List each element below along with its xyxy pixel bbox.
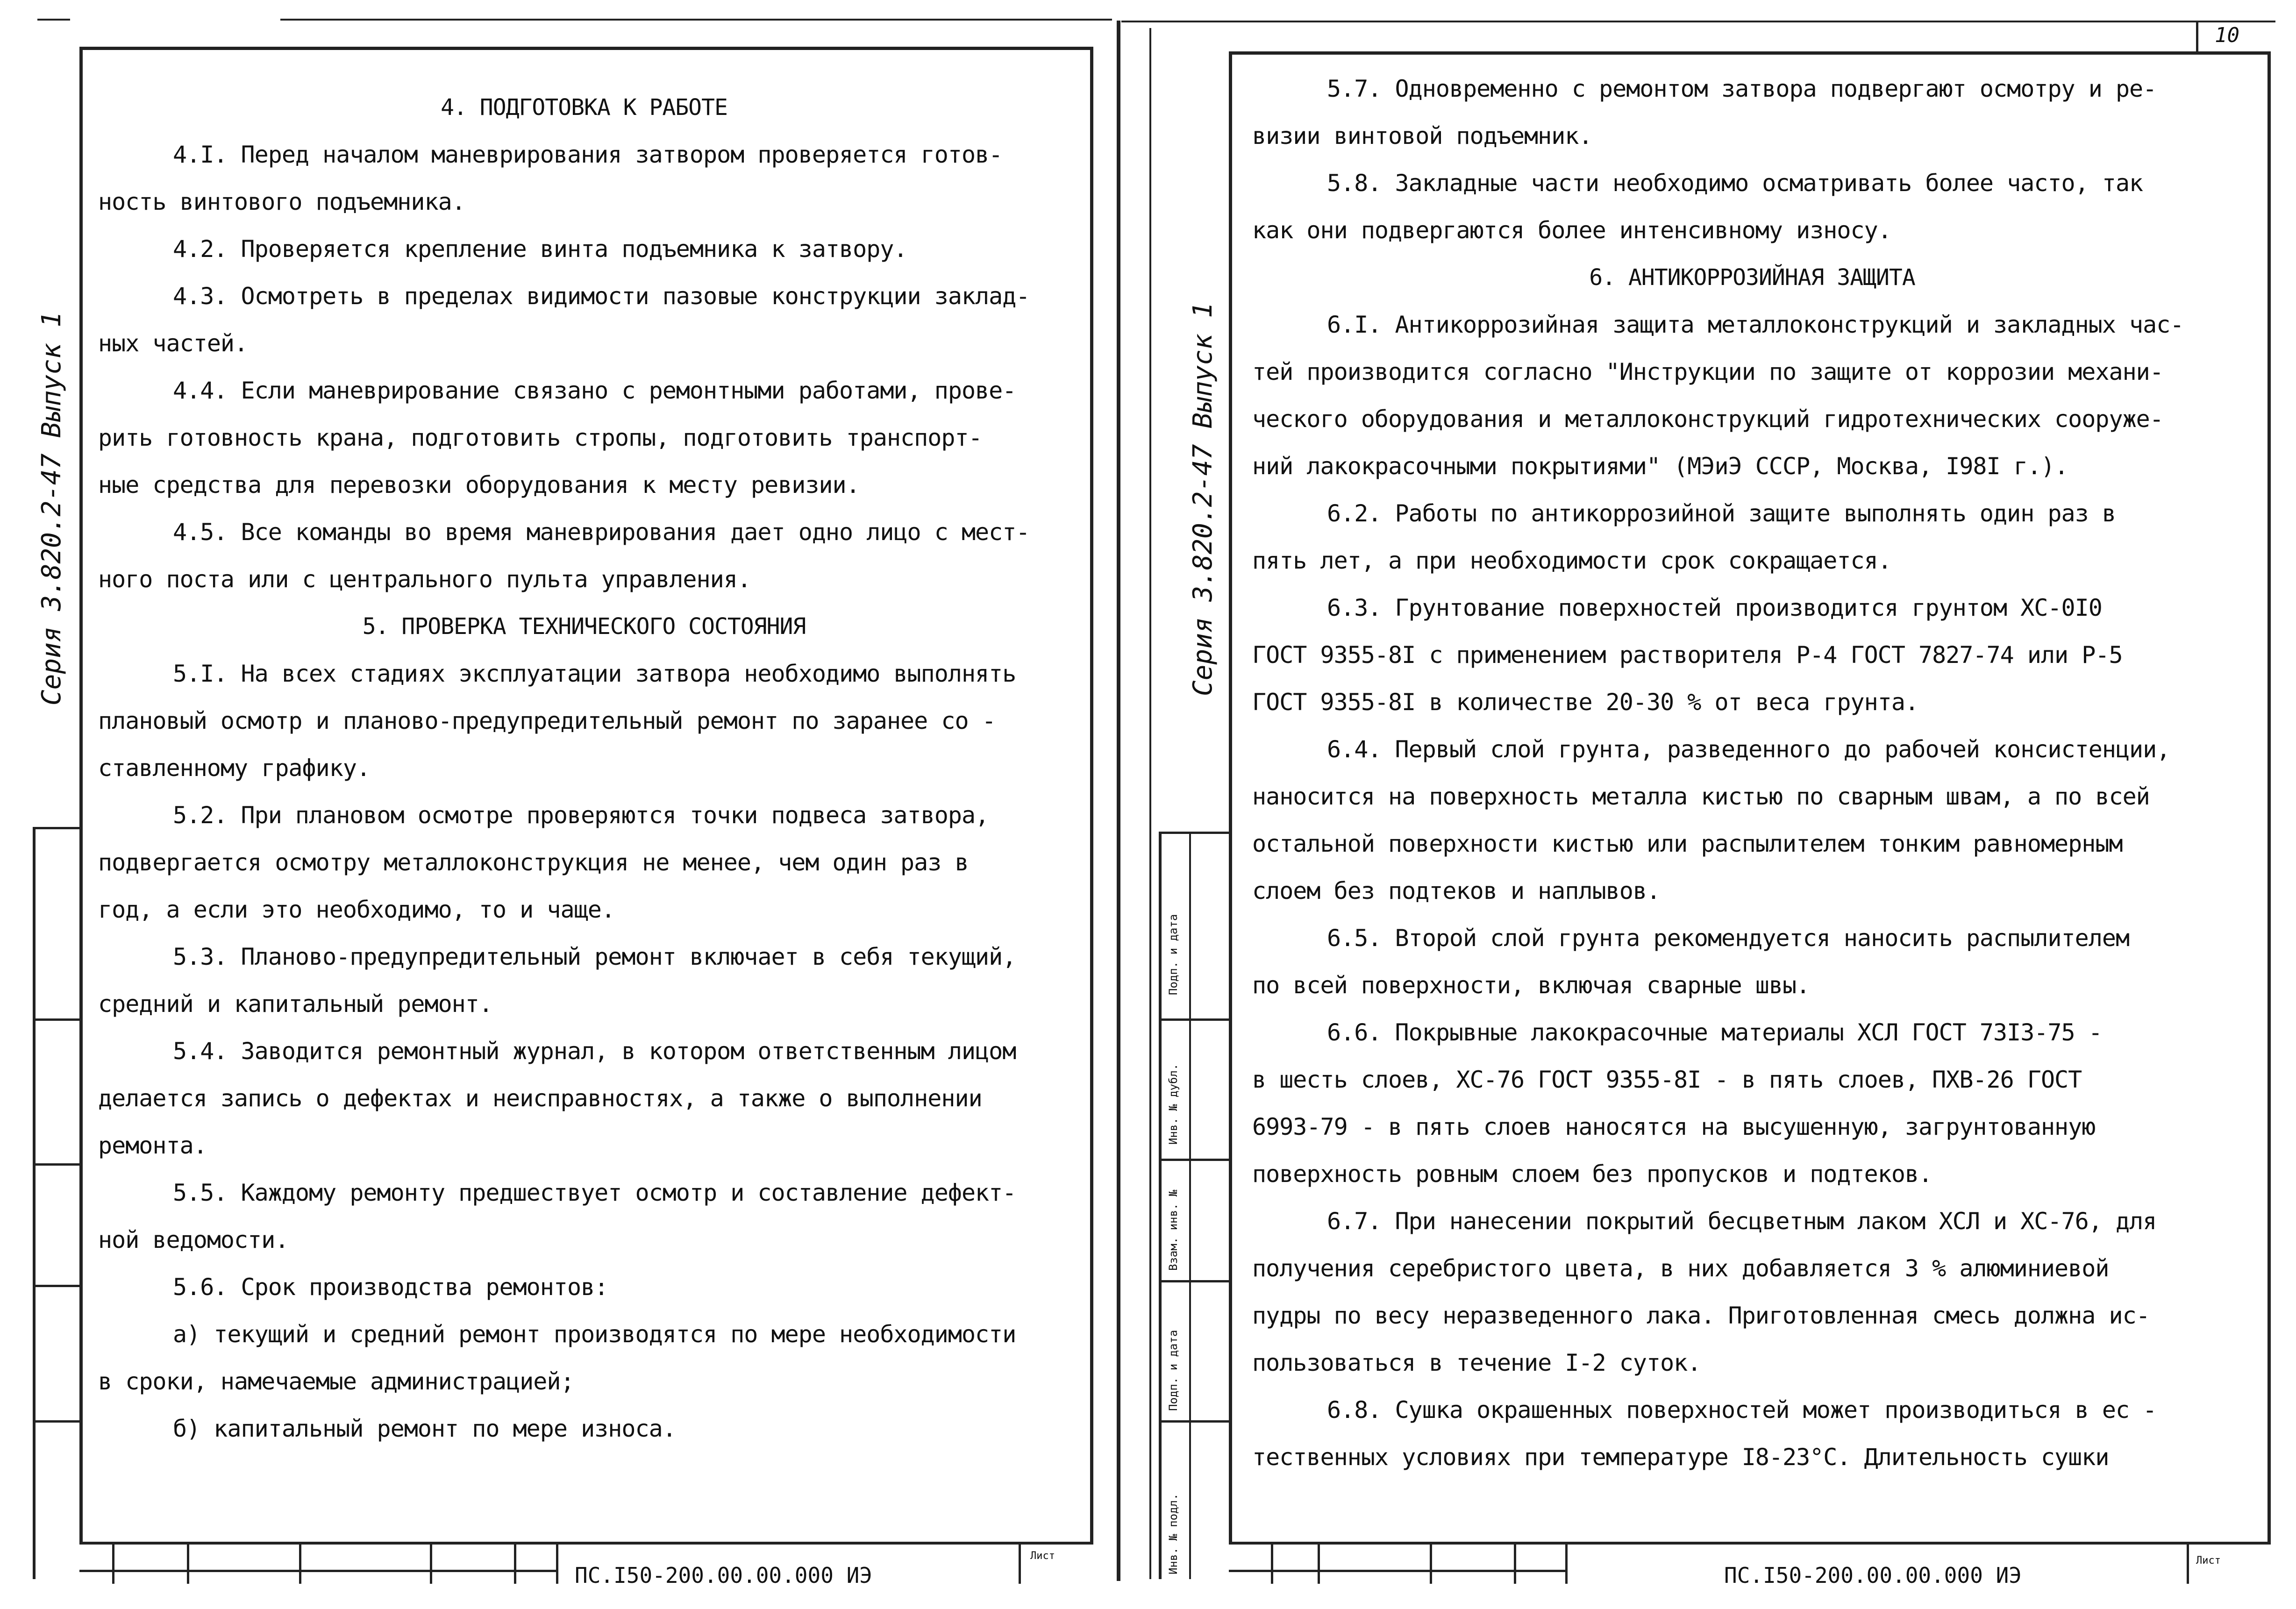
paragraph-line: ГОСТ 9355-8I с применением растворителя Р-4 ГОСТ 7827-74 или Р-5	[1252, 641, 2123, 669]
paragraph-line: наносится на поверхность металла кистью по сварным швам, а по всей	[1252, 783, 2150, 810]
paragraph-line: поверхность ровным слоем без пропусков и подтеков.	[1252, 1160, 1932, 1188]
section-heading: 6. АНТИКОРРОЗИЙНАЯ ЗАЩИТА	[1589, 264, 1915, 291]
page-divider	[1117, 21, 1120, 1581]
paragraph-line: ных частей.	[98, 330, 248, 357]
stamp-label-sign-date: Подп. и дата	[1167, 914, 1180, 995]
left-titleblock-top	[79, 1542, 1093, 1545]
paragraph-line: получения серебристого цвета, в них добавляется 3 % алюминиевой	[1252, 1255, 2109, 1282]
right-sheet-label: Лист	[2196, 1555, 2221, 1566]
left-tb-v	[112, 1542, 114, 1584]
left-stamp-rule	[33, 1420, 79, 1423]
paragraph-first-line: 5.7. Одновременно с ремонтом затвора подвергают осмотру и ре-	[1327, 75, 2157, 102]
paragraph-first-line: б) капитальный ремонт по мере износа.	[173, 1415, 676, 1442]
paragraph-line: как они подвергаются более интенсивному износу.	[1252, 217, 1891, 244]
left-tb-v	[299, 1542, 301, 1584]
right-tb-v	[1318, 1542, 1320, 1584]
paragraph-line: делается запись о дефектах и неисправностях, а также о выполнении	[98, 1085, 982, 1112]
paragraph-first-line: 5.3. Планово-предупредительный ремонт включает в себя текущий,	[173, 943, 1016, 970]
paragraph-line: подвергается осмотру металлоконструкция не менее, чем один раз в	[98, 849, 969, 876]
paragraph-line: год, а если это необходимо, то и чаще.	[98, 896, 615, 923]
page-divider-inner	[1149, 28, 1151, 1579]
right-stamp-rule	[1159, 1420, 1229, 1423]
right-tb-v	[1430, 1542, 1432, 1584]
paragraph-first-line: 4.4. Если маневрирование связано с ремонтными работами, прове-	[173, 377, 1016, 404]
paragraph-line: ставленному графику.	[98, 755, 371, 782]
left-tb-v	[514, 1542, 516, 1584]
paragraph-first-line: 5.2. При плановом осмотре проверяются точки подвеса затвора,	[173, 802, 989, 829]
paragraph-first-line: 6.6. Покрывные лакокрасочные материалы ХСЛ ГОСТ 73I3-75 -	[1327, 1019, 2102, 1046]
left-titleblock-mid	[79, 1570, 556, 1572]
right-stamp-rule	[1159, 1159, 1229, 1161]
right-page-body	[1252, 65, 2252, 1481]
left-stamp-rule	[33, 1163, 79, 1166]
section-heading: 4. ПОДГОТОВКА К РАБОТЕ	[441, 94, 727, 121]
left-doc-code: ПС.I50-200.00.00.000 ИЭ	[575, 1563, 872, 1588]
left-tb-v	[556, 1542, 558, 1584]
paragraph-line: ность винтового подъемника.	[98, 188, 465, 215]
paragraph-line: пользоваться в течение I-2 суток.	[1252, 1349, 1701, 1376]
paragraph-first-line: 6.4. Первый слой грунта, разведенного до рабочей консистенции,	[1327, 736, 2170, 763]
paragraph-first-line: 5.6. Срок производства ремонтов:	[173, 1274, 608, 1301]
right-series-label: Серия 3.820.2-47 Выпуск 1	[1188, 302, 1218, 696]
paragraph-line: ной ведомости.	[98, 1226, 289, 1253]
paragraph-line: ГОСТ 9355-8I в количестве 20-30 % от веса грунта.	[1252, 689, 1919, 716]
paragraph-line: в шесть слоев, ХС-76 ГОСТ 9355-8I - в пять слоев, ПХВ-26 ГОСТ	[1252, 1066, 2082, 1093]
paragraph-first-line: 6.7. При нанесении покрытий бесцветным лаком ХСЛ и ХС-76, для	[1327, 1208, 2157, 1235]
paragraph-line: ческого оборудования и металлоконструкций гидротехнических сооруже-	[1252, 406, 2163, 433]
right-tb-v	[1514, 1542, 1516, 1584]
paragraph-line: пять лет, а при необходимости срок сокращается.	[1252, 547, 1891, 574]
paragraph-first-line: 6.I. Антикоррозийная защита металлоконструкций и закладных час-	[1327, 311, 2184, 338]
paragraph-line: плановый осмотр и планово-предупредительный ремонт по заранее со -	[98, 707, 996, 734]
paragraph-line: ний лакокрасочными покрытиями" (МЭиЭ СССР, Москва, I98I г.).	[1252, 453, 2068, 480]
paragraph-line: пудры по весу неразведенного лака. Приготовленная смесь должна ис-	[1252, 1302, 2150, 1329]
paragraph-line: остальной поверхности кистью или распылителем тонким равномерным	[1252, 830, 2123, 857]
page-number: 10	[2215, 23, 2239, 47]
right-stamp-split	[1189, 832, 1191, 1579]
left-tb-v	[430, 1542, 432, 1584]
right-titleblock-top	[1229, 1542, 2271, 1545]
left-sheet-label: Лист	[1030, 1550, 1055, 1562]
left-page-body	[98, 84, 1070, 1452]
paragraph-first-line: 4.I. Перед началом маневрирования затвором проверяется готов-	[173, 141, 1003, 168]
scan-edge-top-right	[1121, 21, 2275, 22]
paragraph-line: в сроки, намечаемые администрацией;	[98, 1368, 574, 1395]
left-tb-v	[187, 1542, 189, 1584]
right-stamp-rule	[1159, 1280, 1229, 1282]
right-doc-code: ПС.I50-200.00.00.000 ИЭ	[1724, 1563, 2022, 1588]
stamp-label-inv-orig: Инв. № подл.	[1167, 1493, 1180, 1574]
paragraph-first-line: 6.8. Сушка окрашенных поверхностей может производиться в ес -	[1327, 1396, 2157, 1424]
paragraph-line: средний и капитальный ремонт.	[98, 990, 492, 1018]
section-heading: 5. ПРОВЕРКА ТЕХНИЧЕСКОГО СОСТОЯНИЯ	[362, 613, 806, 640]
right-tb-v	[2187, 1542, 2189, 1584]
paragraph-line: визии винтовой подъемник.	[1252, 122, 1592, 150]
left-stamp-col	[33, 827, 36, 1579]
right-stamp-col	[1159, 832, 1162, 1579]
right-stamp-rule	[1159, 832, 1229, 834]
left-tb-v	[1019, 1542, 1021, 1584]
paragraph-first-line: 5.4. Заводится ремонтный журнал, в котором ответственным лицом	[173, 1038, 1016, 1065]
scan-edge-top	[280, 19, 1112, 21]
stamp-label-sign-date-2: Подп. и дата	[1167, 1330, 1180, 1411]
paragraph-first-line: 4.2. Проверяется крепление винта подъемника к затвору.	[173, 235, 907, 263]
left-series-label: Серия 3.820.2-47 Выпуск 1	[36, 312, 67, 705]
paragraph-line: ные средства для перевозки оборудования к месту ревизии.	[98, 471, 860, 498]
paragraph-line: рить готовность крана, подготовить стропы, подготовить транспорт-	[98, 424, 982, 451]
paragraph-first-line: 6.5. Второй слой грунта рекомендуется наносить распылителем	[1327, 925, 2130, 952]
paragraph-first-line: 5.I. На всех стадиях эксплуатации затвора необходимо выполнять	[173, 660, 1016, 687]
stamp-label-inv-dup: Инв. № дубл.	[1167, 1063, 1180, 1145]
paragraph-line: ного поста или с центрального пульта управления.	[98, 566, 751, 593]
left-stamp-rule	[33, 1018, 79, 1021]
paragraph-line: ремонта.	[98, 1132, 207, 1159]
paragraph-first-line: 6.2. Работы по антикоррозийной защите выполнять один раз в	[1327, 500, 2116, 527]
paragraph-line: тей производится согласно "Инструкции по защите от коррозии механи-	[1252, 358, 2163, 385]
paragraph-first-line: 5.8. Закладные части необходимо осматривать более часто, так	[1327, 170, 2143, 197]
paragraph-line: тественных условиях при температуре I8-23°С. Длительность сушки	[1252, 1444, 2109, 1471]
left-stamp-rule	[33, 1285, 79, 1287]
left-stamp-rule	[33, 827, 79, 829]
right-stamp-rule	[1159, 1018, 1229, 1021]
paragraph-first-line: 5.5. Каждому ремонту предшествует осмотр и составление дефект-	[173, 1179, 1016, 1206]
scan-edge-top-left	[37, 19, 70, 21]
paragraph-first-line: 4.3. Осмотреть в пределах видимости пазовые конструкции заклад-	[173, 283, 1030, 310]
paragraph-line: по всей поверхности, включая сварные швы.	[1252, 972, 1810, 999]
paragraph-first-line: 6.3. Грунтование поверхностей производится грунтом ХС-0I0	[1327, 594, 2102, 621]
paragraph-line: 6993-79 - в пять слоев наносятся на высушенную, загрунтованную	[1252, 1113, 2096, 1140]
page-number-box-left	[2196, 22, 2198, 51]
stamp-label-replace: Взам. инв. №	[1167, 1189, 1180, 1271]
paragraph-first-line: 4.5. Все команды во время маневрирования дает одно лицо с мест-	[173, 519, 1030, 546]
paragraph-first-line: а) текущий и средний ремонт производятся по мере необходимости	[173, 1321, 1016, 1348]
right-tb-v	[1565, 1542, 1568, 1584]
paragraph-line: слоем без подтеков и наплывов.	[1252, 877, 1661, 904]
right-tb-v	[1271, 1542, 1273, 1584]
